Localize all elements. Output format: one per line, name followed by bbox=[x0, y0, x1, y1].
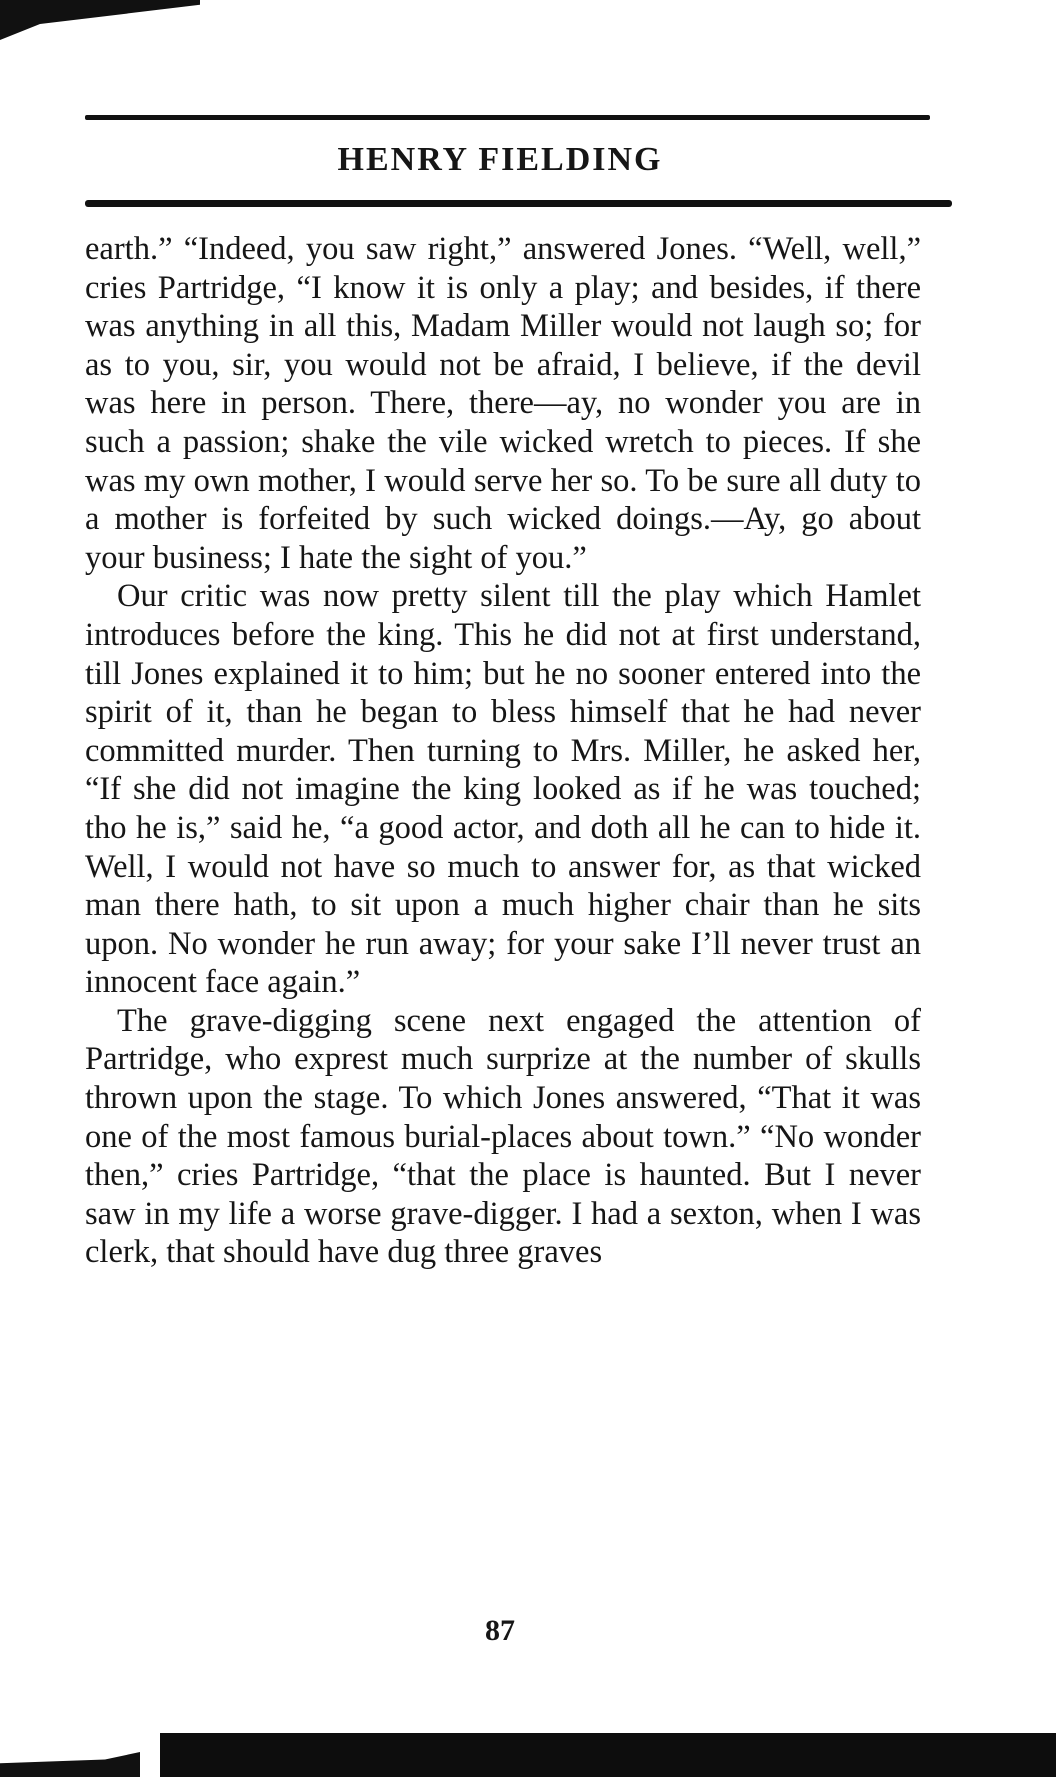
page-number: 87 bbox=[485, 1614, 515, 1647]
header-rule bbox=[85, 200, 952, 207]
scan-edge-bottom bbox=[160, 1733, 1056, 1777]
paragraph: The grave-digging scene next engaged the attention of Partridge, who exprest much surprize at the number of skulls thrown upon the stage. To which Jones answered, “That it was one of the most famous burial-places about town.” “No wonder then,” cries Partridge, “that the place is haunted. But I never saw in my life a worse grave-digger. I had a sexton, when I was clerk, that should have dug three graves bbox=[85, 1002, 921, 1271]
running-head: HENRY FIELDING bbox=[337, 141, 663, 178]
body-text bbox=[85, 230, 921, 1272]
paragraph: Our critic was now pretty silent till the play which Hamlet introduces before the king. This he did not at first understand, till Jones explained it to him; but he no sooner entered into the spirit of it, than he began to bless himself that he had never committed murder. Then turning to Mrs. Miller, he asked her, “If she did not imagine the king looked as if he was touched; tho he is,” said he, “a good actor, and doth all he can to hide it. Well, I would not have so much to answer for, as that wicked man there hath, to sit upon a much higher chair than he sits upon. No wonder he run away; for your sake I’ll never trust an innocent face again.” bbox=[85, 578, 921, 1001]
scan-edge-top-left bbox=[0, 0, 200, 40]
scan-edge-bottom-left bbox=[0, 1752, 140, 1777]
top-rule bbox=[85, 115, 930, 120]
paragraph-continued: earth.” “Indeed, you saw right,” answered Jones. “Well, well,” cries Partridge, “I know it is only a play; and besides, if there was anything in all this, Madam Miller would not laugh so; for as to you, sir, you would not be afraid, I believe, if the devil was here in person. There, there—ay, no wonder you are in such a passion; shake the vile wicked wretch to pieces. If she was my own mother, I would serve her so. To be sure all duty to a mother is forfeited by such wicked doings.—Ay, go about your business; I hate the sight of you.” bbox=[85, 231, 921, 576]
